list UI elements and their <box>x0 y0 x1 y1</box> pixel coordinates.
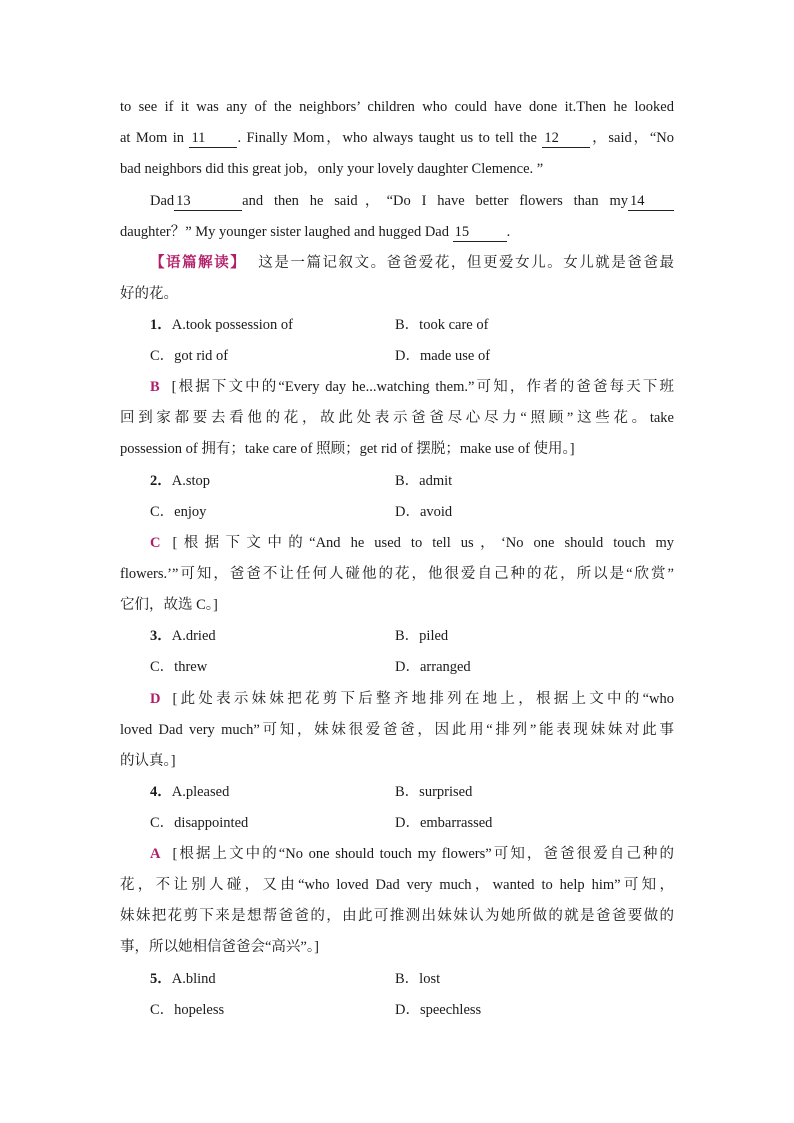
question-number: 1． <box>150 317 172 333</box>
analysis-line-2 <box>120 284 674 304</box>
option-a: A.dried <box>171 628 216 644</box>
passage-text: to see if it was any of the neighbors’ children who could have done it.Then he looked <box>120 99 674 115</box>
option-b: B．lost <box>395 971 441 987</box>
explanation-4-line-2 <box>120 875 674 895</box>
passage-text: daughter？” My younger sister laughed and hugged Dad <box>120 224 449 240</box>
passage-line-4 <box>150 191 674 211</box>
explanation-text: 花，不让别人碰，又由“who loved Dad very much，wanted to help him”可知， <box>120 877 674 893</box>
blank-15: 15 <box>453 223 507 242</box>
answer-letter: C <box>150 535 161 551</box>
option-b: B．surprised <box>395 784 473 800</box>
passage-line-5 <box>120 222 674 242</box>
option-c: C．disappointed <box>150 815 249 831</box>
explanation-3-line-2 <box>120 720 674 740</box>
option-b: B．piled <box>395 628 449 644</box>
explanation-2-line-1 <box>150 533 674 553</box>
passage-text: Dad <box>150 193 175 209</box>
explanation-text: [根据下文中的“Every day he...watching them.”可知，作者的爸爸每天下班 <box>171 379 674 395</box>
explanation-4-line-3 <box>120 906 674 926</box>
passage-line-1 <box>120 97 674 117</box>
explanation-text: [根据下文中的“And he used to tell us，‘No one should touch my <box>172 535 674 551</box>
passage-text: . Finally Mom，who always taught us to tell the <box>237 130 537 146</box>
blank-11: 11 <box>189 129 237 148</box>
option-d: D．avoid <box>395 504 453 520</box>
explanation-text: 妹妹把花剪下来是想帮爸爸的，由此可推测出妹妹认为她所做的就是爸爸要做的 <box>120 908 674 924</box>
explanation-1-line-3 <box>120 439 674 459</box>
explanation-text: 的认真。] <box>120 753 176 769</box>
passage-text: ，said，“No <box>590 130 675 146</box>
analysis-tag: 【语篇解读】 <box>150 255 247 271</box>
explanation-1-line-1 <box>150 377 674 397</box>
passage-line-3 <box>120 159 674 179</box>
question-number: 3． <box>150 628 172 644</box>
explanation-3-line-3 <box>120 751 674 771</box>
answer-letter: A <box>150 846 161 862</box>
explanation-text: possession of 拥有；take care of 照顾；get rid of 摆脱；make use of 使用。] <box>120 441 575 457</box>
explanation-text: [根据上文中的“No one should touch my flowers”可知，爸爸很爱自己种的 <box>172 846 674 862</box>
question-2-options-ab <box>150 471 210 491</box>
option-d: D．arranged <box>395 659 471 675</box>
option-a: A.blind <box>171 971 216 987</box>
answer-letter: B <box>150 379 160 395</box>
blank-14: 14 <box>628 192 674 211</box>
passage-text: and then he said，“Do I have better flowers than my <box>242 193 628 209</box>
passage-text: . <box>506 224 511 240</box>
question-1-options-ab <box>150 315 293 335</box>
question-number: 5． <box>150 971 172 987</box>
question-number: 2． <box>150 473 172 489</box>
option-a: A.took possession of <box>171 317 293 333</box>
analysis-line-1 <box>150 253 674 273</box>
question-3-options-ab <box>150 626 216 646</box>
explanation-4-line-4 <box>120 937 674 957</box>
question-number: 4． <box>150 784 172 800</box>
explanation-text: 它们，故选 C。] <box>120 597 218 613</box>
explanation-text: 回到家都要去看他的花，故此处表示爸爸尽心尽力“照顾”这些花。take <box>120 410 674 426</box>
option-b: B．admit <box>395 473 453 489</box>
option-d: D．speechless <box>395 1002 482 1018</box>
analysis-text: 好的花。 <box>120 286 178 302</box>
question-4-options-ab <box>150 782 229 802</box>
explanation-2-line-2 <box>120 564 674 584</box>
answer-letter: D <box>150 691 161 707</box>
explanation-text: flowers.’”可知，爸爸不让任何人碰他的花，他很爱自己种的花，所以是“欣赏” <box>120 566 674 582</box>
analysis-text: 这是一篇记叙文。爸爸爱花，但更爱女儿。女儿就是爸爸最 <box>258 255 675 271</box>
question-5-options-ab <box>150 969 216 989</box>
option-a: A.pleased <box>171 784 230 800</box>
explanation-4-line-1 <box>150 844 674 864</box>
explanation-3-line-1 <box>150 689 674 709</box>
option-b: B．took care of <box>395 317 489 333</box>
explanation-2-line-3 <box>120 595 674 615</box>
option-a: A.stop <box>171 473 211 489</box>
explanation-text: loved Dad very much”可知，妹妹很爱爸爸，因此用“排列”能表现妹妹对此事 <box>120 722 674 738</box>
passage-text: at Mom in <box>120 130 185 146</box>
option-c: C．hopeless <box>150 1002 225 1018</box>
explanation-text: 事，所以她相信爸爸会“高兴”。] <box>120 939 319 955</box>
blank-13: 13 <box>174 192 242 211</box>
blank-12: 12 <box>542 129 590 148</box>
passage-text: bad neighbors did this great job，only your lovely daughter Clemence. ” <box>120 161 544 177</box>
option-d: D．made use of <box>395 348 491 364</box>
option-c: C．threw <box>150 659 208 675</box>
option-c: C．enjoy <box>150 504 207 520</box>
option-d: D．embarrassed <box>395 815 493 831</box>
option-c: C．got rid of <box>150 348 229 364</box>
explanation-text: [此处表示妹妹把花剪下后整齐地排列在地上，根据上文中的“who <box>172 691 674 707</box>
explanation-1-line-2 <box>120 408 674 428</box>
passage-line-2 <box>120 128 674 148</box>
